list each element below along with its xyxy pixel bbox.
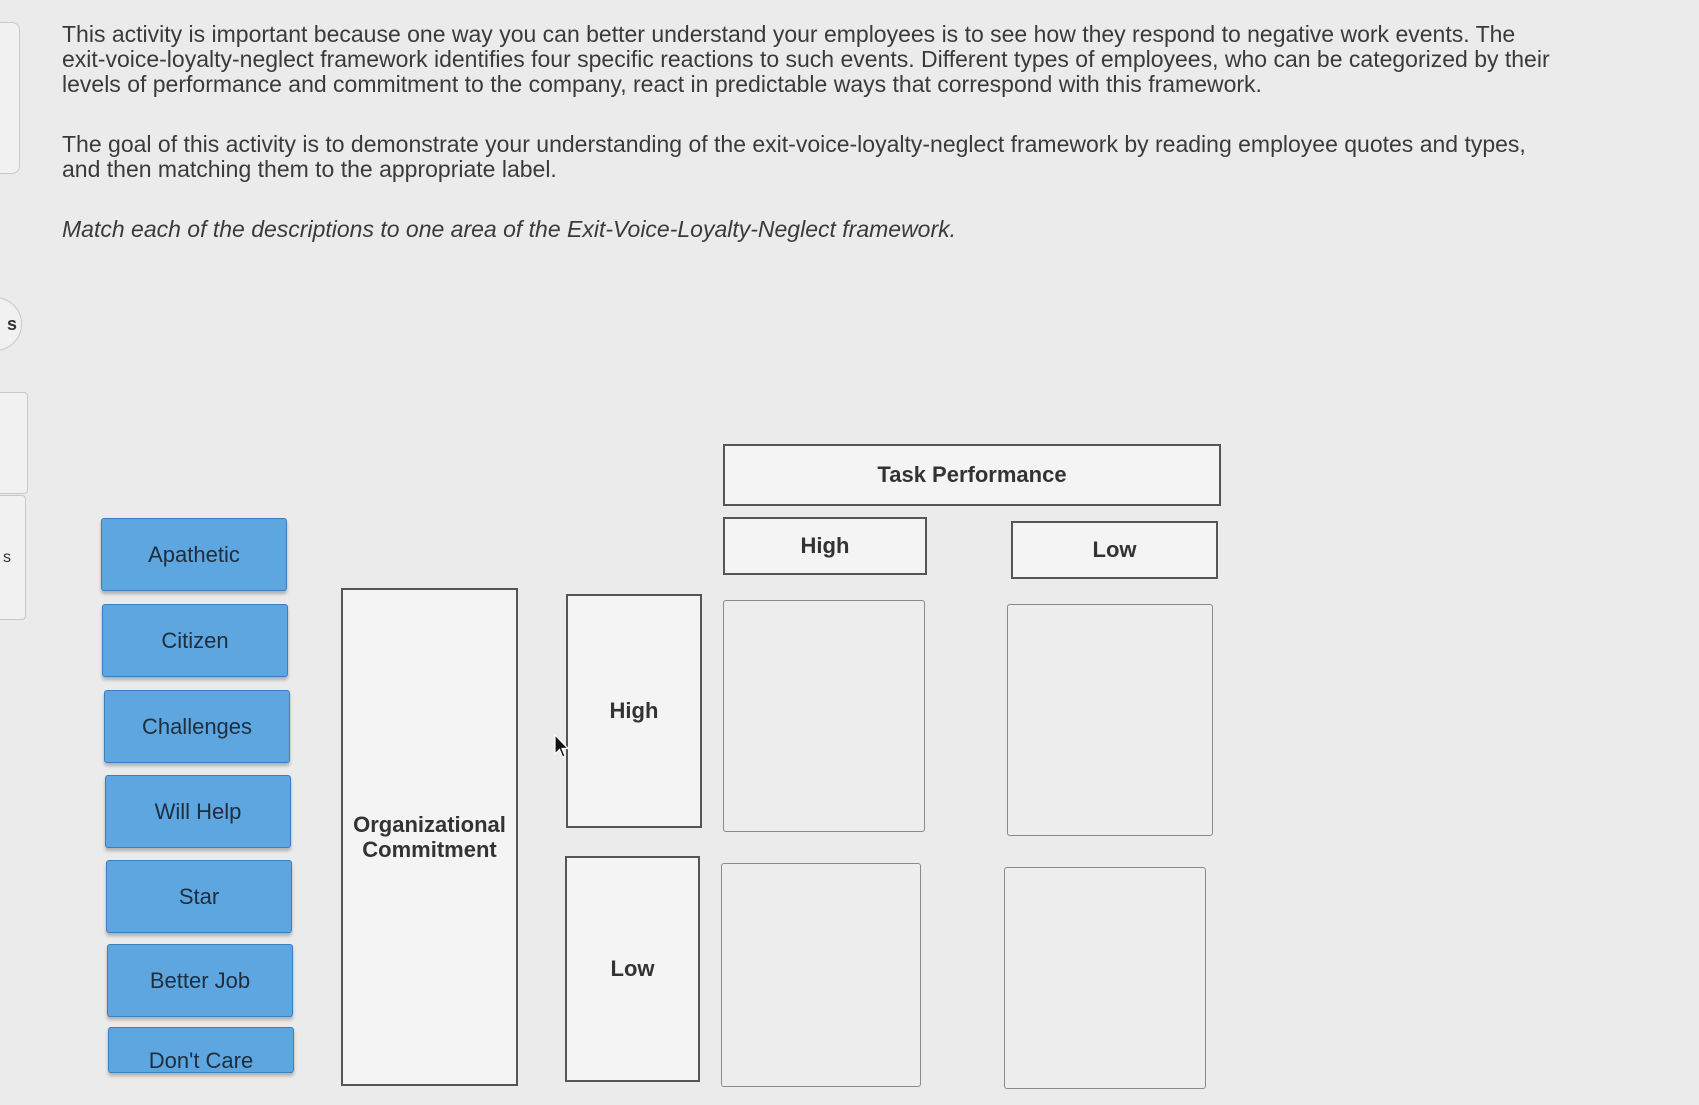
commitment-high-text: High: [609, 698, 659, 723]
commitment-label: [341, 588, 518, 1086]
commitment-high-label: [566, 594, 702, 828]
task-performance-text: Task Performance: [877, 462, 1067, 487]
drag-item-label: Will Help: [154, 798, 242, 824]
side-panel-tab-bottom[interactable]: [0, 495, 26, 620]
intro-text: [62, 22, 1562, 277]
side-panel-tab-top: [0, 22, 20, 174]
task-high-label: [723, 517, 927, 575]
task-performance-label: [723, 444, 1221, 506]
task-high-text: High: [800, 533, 850, 558]
side-badge[interactable]: [0, 297, 22, 351]
drag-item-citizen[interactable]: [102, 604, 288, 677]
drag-item-star[interactable]: [106, 860, 292, 933]
drag-item-dont-care[interactable]: [108, 1027, 294, 1073]
side-badge-text: s: [6, 313, 17, 334]
intro-paragraph-2: The goal of this activity is to demonstrate your understanding of the exit-voice-loyalty-neglect framework by reading employee quotes and types, and then matching them to the appropriate label.: [62, 131, 1526, 182]
commitment-low-label: [565, 856, 700, 1082]
intro-paragraph-1: This activity is important because one way you can better understand your employees is to see how they respond to negative work events. The exit-voice-loyalty-neglect framework identifies four specific reactions to such events. Different types of employees, who can be categorized by their levels of performance and commitment to the company, react in predictable ways that correspond with this framework.: [62, 21, 1550, 97]
drag-item-better-job[interactable]: [107, 944, 293, 1017]
drop-zone-low-commitment-low-performance[interactable]: [1004, 867, 1206, 1089]
drag-item-label: Challenges: [141, 713, 253, 739]
drop-zone-high-commitment-low-performance[interactable]: [1007, 604, 1213, 836]
task-low-text: Low: [1092, 537, 1137, 562]
commitment-low-text: Low: [610, 956, 655, 981]
side-panel-tab-mid[interactable]: [0, 392, 28, 494]
task-low-label: [1011, 521, 1218, 579]
drag-item-label: Better Job: [149, 967, 251, 993]
drag-item-label: Star: [178, 883, 220, 909]
instruction-text: Match each of the descriptions to one area of the Exit-Voice-Loyalty-Neglect framework.: [62, 216, 957, 242]
drag-item-label: Don't Care: [148, 1048, 254, 1073]
drag-item-apathetic[interactable]: [101, 518, 287, 591]
drag-item-challenges[interactable]: [104, 690, 290, 763]
drag-item-label: Apathetic: [148, 541, 240, 567]
drag-item-label: Citizen: [161, 627, 229, 653]
drop-zone-high-commitment-high-performance[interactable]: [723, 600, 925, 832]
drag-item-will-help[interactable]: [105, 775, 291, 848]
mouse-pointer-icon: [554, 734, 570, 765]
commitment-text: Organizational Commitment: [353, 812, 506, 862]
drop-zone-low-commitment-high-performance[interactable]: [721, 863, 921, 1087]
side-tab-text: s: [3, 548, 11, 566]
